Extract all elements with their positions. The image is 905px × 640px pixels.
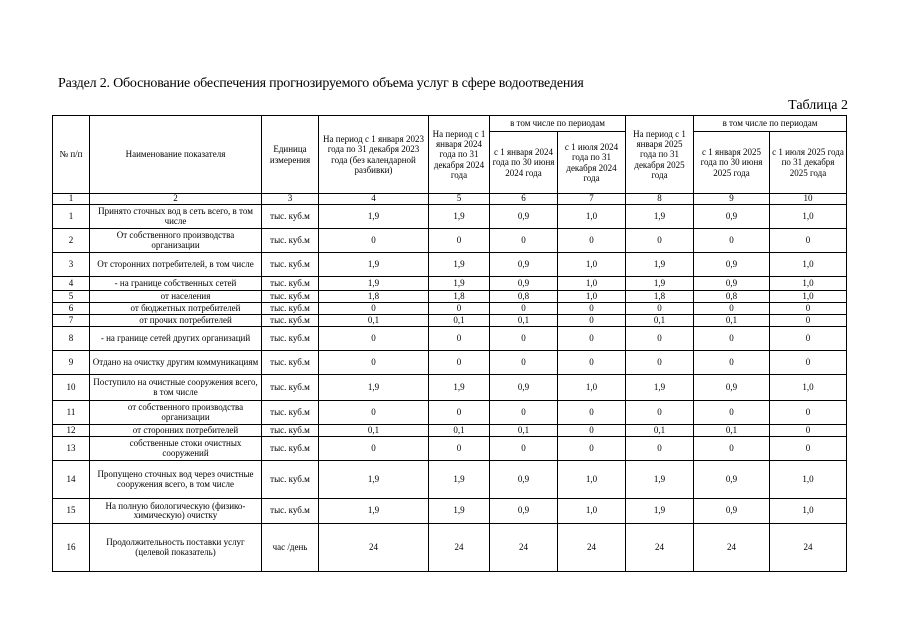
cell-value: 0 — [429, 303, 490, 315]
cell-value: 0,1 — [319, 425, 429, 437]
cell-value: 1,8 — [429, 291, 490, 303]
cell-value: 1,9 — [626, 499, 694, 524]
cell-value: 0 — [490, 229, 558, 253]
row-name: От сторонних потребителей, в том числе — [90, 253, 262, 277]
col-number: 2 — [90, 194, 262, 205]
col-number: 4 — [319, 194, 429, 205]
col-number: 1 — [53, 194, 90, 205]
header-unit: Единица измерения — [262, 116, 319, 194]
row-number: 8 — [53, 327, 90, 351]
cell-value: 0 — [558, 425, 626, 437]
cell-value: 0,9 — [694, 253, 770, 277]
row-number: 9 — [53, 351, 90, 375]
cell-value: 0,1 — [626, 315, 694, 327]
row-unit: час /день — [262, 524, 319, 572]
row-number: 11 — [53, 401, 90, 425]
cell-value: 0,9 — [694, 375, 770, 401]
cell-value: 0,1 — [429, 315, 490, 327]
row-number: 7 — [53, 315, 90, 327]
cell-value: 1,0 — [558, 375, 626, 401]
cell-value: 0 — [694, 437, 770, 461]
row-unit: тыс. куб.м — [262, 253, 319, 277]
cell-value: 0,9 — [490, 205, 558, 229]
cell-value: 0 — [319, 401, 429, 425]
header-2024-h2: с 1 июля 2024 года по 31 декабря 2024 года — [558, 132, 626, 194]
cell-value: 0 — [429, 437, 490, 461]
cell-value: 0 — [626, 437, 694, 461]
cell-value: 0 — [558, 303, 626, 315]
table-row — [53, 425, 847, 437]
cell-value: 1,9 — [626, 461, 694, 499]
row-number: 16 — [53, 524, 90, 572]
cell-value: 0,1 — [490, 315, 558, 327]
row-unit: тыс. куб.м — [262, 315, 319, 327]
table-label: Таблица 2 — [788, 98, 848, 113]
cell-value: 1,0 — [770, 253, 847, 277]
row-name: собственные стоки очистных сооружений — [90, 437, 262, 461]
cell-value: 24 — [770, 524, 847, 572]
cell-value: 0,1 — [429, 425, 490, 437]
row-name: от собственного производства организации — [90, 401, 262, 425]
cell-value: 0 — [626, 327, 694, 351]
table-row — [53, 277, 847, 291]
cell-value: 1,0 — [770, 205, 847, 229]
cell-value: 24 — [626, 524, 694, 572]
row-name: Пропущено сточных вод через очистные сооружения всего, в том числе — [90, 461, 262, 499]
row-unit: тыс. куб.м — [262, 291, 319, 303]
table-row — [53, 351, 847, 375]
table-row — [53, 401, 847, 425]
cell-value: 0 — [490, 437, 558, 461]
cell-value: 0,8 — [694, 291, 770, 303]
cell-value: 0 — [558, 401, 626, 425]
col-number: 3 — [262, 194, 319, 205]
cell-value: 0 — [626, 351, 694, 375]
row-number: 10 — [53, 375, 90, 401]
cell-value: 0 — [694, 303, 770, 315]
section-title: Раздел 2. Обоснование обеспечения прогнозируемого объема услуг в сфере водоотведения — [58, 76, 584, 91]
cell-value: 0,9 — [694, 499, 770, 524]
row-number: 2 — [53, 229, 90, 253]
cell-value: 0 — [319, 327, 429, 351]
cell-value: 0 — [319, 303, 429, 315]
cell-value: 1,9 — [626, 277, 694, 291]
row-number: 4 — [53, 277, 90, 291]
cell-value: 24 — [694, 524, 770, 572]
cell-value: 0 — [626, 401, 694, 425]
row-unit: тыс. куб.м — [262, 499, 319, 524]
row-number: 6 — [53, 303, 90, 315]
cell-value: 1,9 — [319, 499, 429, 524]
col-number: 10 — [770, 194, 847, 205]
cell-value: 24 — [490, 524, 558, 572]
cell-value: 0,8 — [490, 291, 558, 303]
row-number: 1 — [53, 205, 90, 229]
table-row — [53, 524, 847, 572]
table-row — [53, 205, 847, 229]
cell-value: 1,0 — [558, 253, 626, 277]
table-row — [53, 461, 847, 499]
row-unit: тыс. куб.м — [262, 437, 319, 461]
col-number: 7 — [558, 194, 626, 205]
cell-value: 0 — [626, 303, 694, 315]
cell-value: 0 — [429, 351, 490, 375]
header-name: Наименование показателя — [90, 116, 262, 194]
cell-value: 1,9 — [319, 205, 429, 229]
header-2025-h1: с 1 января 2025 года по 30 июня 2025 года — [694, 132, 770, 194]
row-name: от бюджетных потребителей — [90, 303, 262, 315]
cell-value: 0 — [558, 327, 626, 351]
cell-value: 0,9 — [490, 461, 558, 499]
cell-value: 1,9 — [319, 277, 429, 291]
row-unit: тыс. куб.м — [262, 277, 319, 291]
row-unit: тыс. куб.м — [262, 461, 319, 499]
cell-value: 0 — [558, 351, 626, 375]
cell-value: 1,0 — [558, 499, 626, 524]
row-name: - на границе сетей других организаций — [90, 327, 262, 351]
cell-value: 1,9 — [626, 253, 694, 277]
row-unit: тыс. куб.м — [262, 205, 319, 229]
table-row — [53, 327, 847, 351]
cell-value: 0 — [429, 327, 490, 351]
cell-value: 0 — [319, 351, 429, 375]
cell-value: 1,0 — [770, 291, 847, 303]
row-name: На полную биологическую (физико-химическую) очистку — [90, 499, 262, 524]
cell-value: 0 — [626, 229, 694, 253]
cell-value: 1,0 — [558, 277, 626, 291]
cell-value: 0,9 — [694, 205, 770, 229]
col-number: 6 — [490, 194, 558, 205]
cell-value: 0,9 — [490, 277, 558, 291]
cell-value: 0 — [490, 327, 558, 351]
cell-value: 0,1 — [694, 315, 770, 327]
cell-value: 0,9 — [490, 253, 558, 277]
row-unit: тыс. куб.м — [262, 327, 319, 351]
cell-value: 0 — [770, 437, 847, 461]
cell-value: 0,1 — [490, 425, 558, 437]
row-unit: тыс. куб.м — [262, 375, 319, 401]
header-period-2023: На период с 1 января 2023 года по 31 декабря 2023 года (без календарной разбивки) — [319, 116, 429, 194]
cell-value: 1,0 — [770, 499, 847, 524]
cell-value: 0 — [490, 303, 558, 315]
cell-value: 24 — [429, 524, 490, 572]
cell-value: 0,9 — [490, 499, 558, 524]
cell-value: 1,9 — [429, 499, 490, 524]
header-period-2024: На период с 1 января 2024 года по 31 декабря 2024 года — [429, 116, 490, 194]
cell-value: 1,9 — [626, 205, 694, 229]
cell-value: 0 — [694, 327, 770, 351]
cell-value: 1,0 — [558, 205, 626, 229]
cell-value: 0 — [490, 401, 558, 425]
row-name: Поступило на очистные сооружения всего, в том числе — [90, 375, 262, 401]
row-number: 13 — [53, 437, 90, 461]
table-row — [53, 253, 847, 277]
table-row — [53, 437, 847, 461]
header-period-2025: На период с 1 января 2025 года по 31 декабря 2025 года — [626, 116, 694, 194]
cell-value: 0 — [429, 401, 490, 425]
row-name: Продолжительность поставки услуг (целевой показатель) — [90, 524, 262, 572]
cell-value: 0 — [770, 229, 847, 253]
cell-value: 1,0 — [770, 461, 847, 499]
cell-value: 0 — [490, 351, 558, 375]
cell-value: 1,0 — [770, 375, 847, 401]
cell-value: 0 — [429, 229, 490, 253]
cell-value: 1,9 — [429, 205, 490, 229]
header-subperiods-2025: в том числе по периодам — [694, 116, 847, 132]
cell-value: 1,9 — [429, 375, 490, 401]
row-number: 12 — [53, 425, 90, 437]
cell-value: 0,1 — [319, 315, 429, 327]
cell-value: 0,1 — [626, 425, 694, 437]
cell-value: 0 — [694, 351, 770, 375]
cell-value: 0 — [319, 437, 429, 461]
row-name: От собственного производства организации — [90, 229, 262, 253]
cell-value: 1,9 — [319, 253, 429, 277]
cell-value: 24 — [558, 524, 626, 572]
cell-value: 0,9 — [694, 277, 770, 291]
row-number: 15 — [53, 499, 90, 524]
row-unit: тыс. куб.м — [262, 229, 319, 253]
cell-value: 0 — [558, 437, 626, 461]
col-number: 9 — [694, 194, 770, 205]
cell-value: 0,9 — [694, 461, 770, 499]
cell-value: 1,9 — [429, 253, 490, 277]
cell-value: 0 — [770, 327, 847, 351]
table-row — [53, 499, 847, 524]
cell-value: 1,9 — [319, 375, 429, 401]
cell-value: 1,9 — [319, 461, 429, 499]
cell-value: 0 — [770, 315, 847, 327]
row-name: Отдано на очистку другим коммуникациям — [90, 351, 262, 375]
cell-value: 24 — [319, 524, 429, 572]
row-number: 3 — [53, 253, 90, 277]
forecast-table — [52, 115, 847, 572]
row-name: от сторонних потребителей — [90, 425, 262, 437]
table-row — [53, 375, 847, 401]
row-unit: тыс. куб.м — [262, 351, 319, 375]
cell-value: 1,0 — [770, 277, 847, 291]
cell-value: 1,9 — [429, 277, 490, 291]
cell-value: 0 — [770, 401, 847, 425]
cell-value: 1,9 — [429, 461, 490, 499]
table-row — [53, 315, 847, 327]
cell-value: 0 — [694, 401, 770, 425]
col-number: 8 — [626, 194, 694, 205]
row-number: 14 — [53, 461, 90, 499]
cell-value: 0,1 — [694, 425, 770, 437]
cell-value: 0 — [558, 315, 626, 327]
header-num: № п/п — [53, 116, 90, 194]
cell-value: 0 — [694, 229, 770, 253]
cell-value: 1,8 — [626, 291, 694, 303]
cell-value: 0 — [319, 229, 429, 253]
row-number: 5 — [53, 291, 90, 303]
header-2024-h1: с 1 января 2024 года по 30 июня 2024 года — [490, 132, 558, 194]
cell-value: 1,0 — [558, 291, 626, 303]
cell-value: 1,8 — [319, 291, 429, 303]
cell-value: 0,9 — [490, 375, 558, 401]
row-name: от населения — [90, 291, 262, 303]
cell-value: 0 — [770, 303, 847, 315]
table-row — [53, 229, 847, 253]
header-subperiods-2024: в том числе по периодам — [490, 116, 626, 132]
header-2025-h2: с 1 июля 2025 года по 31 декабря 2025 года — [770, 132, 847, 194]
cell-value: 1,9 — [626, 375, 694, 401]
row-name: Принято сточных вод в сеть всего, в том числе — [90, 205, 262, 229]
cell-value: 0 — [770, 425, 847, 437]
cell-value: 0 — [558, 229, 626, 253]
table-row — [53, 303, 847, 315]
row-unit: тыс. куб.м — [262, 425, 319, 437]
table-row — [53, 291, 847, 303]
col-number: 5 — [429, 194, 490, 205]
row-name: от прочих потребителей — [90, 315, 262, 327]
row-name: - на границе собственных сетей — [90, 277, 262, 291]
cell-value: 0 — [770, 351, 847, 375]
row-unit: тыс. куб.м — [262, 401, 319, 425]
cell-value: 1,0 — [558, 461, 626, 499]
row-unit: тыс. куб.м — [262, 303, 319, 315]
